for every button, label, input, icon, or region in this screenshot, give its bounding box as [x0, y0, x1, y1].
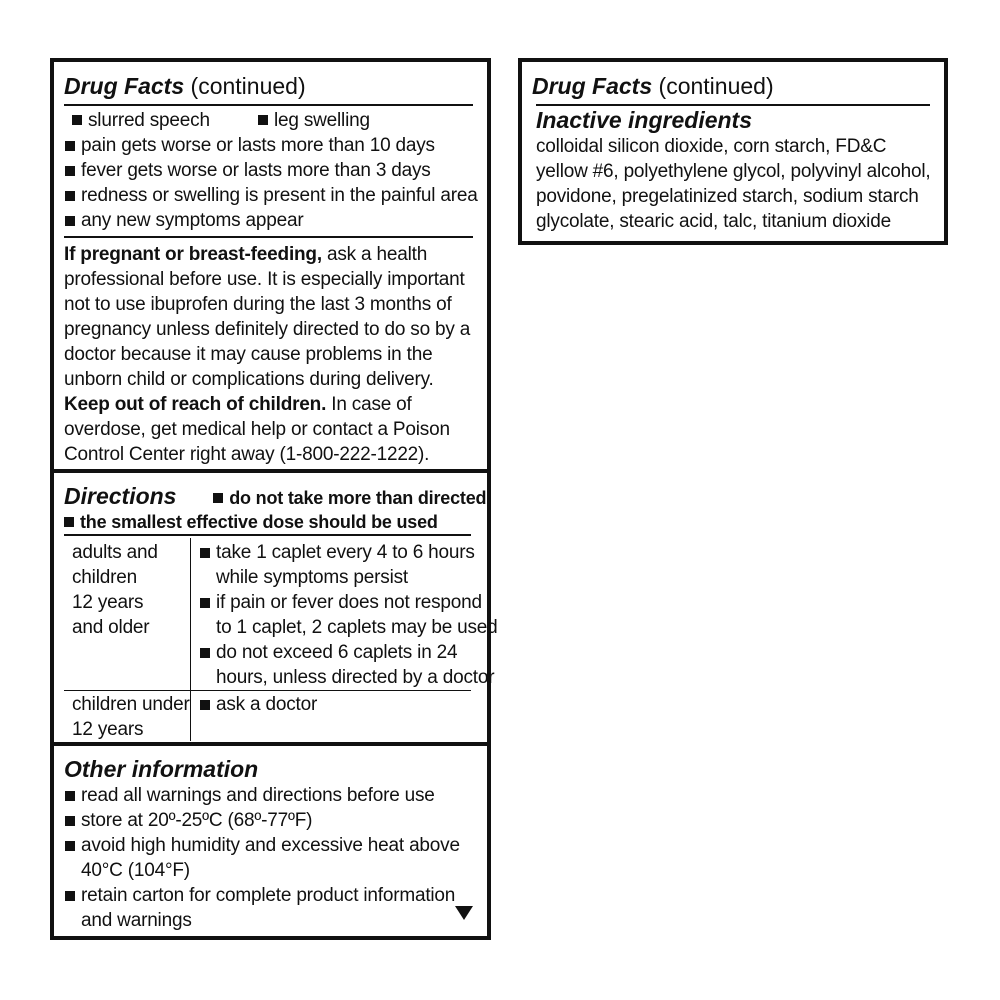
text-line: yellow #6, polyethylene glycol, polyvinyl alcohol, — [536, 161, 931, 182]
info-item: store at 20º-25ºC (68º-77ºF) — [64, 808, 477, 833]
pregnancy-warning — [64, 242, 477, 467]
text-line: colloidal silicon dioxide, corn starch, FD&C — [536, 136, 887, 157]
text-line: doctor because it may cause problems in the — [64, 344, 433, 365]
info-item: retain carton for complete product information — [64, 883, 477, 908]
warning-item: redness or swelling is present in the painful area — [64, 183, 477, 208]
instruction-item: take 1 caplet every 4 to 6 hours — [199, 540, 471, 565]
drug-facts-right-panel — [518, 58, 948, 245]
age-group-children — [72, 692, 190, 742]
inactive-ingredients-section — [536, 106, 934, 234]
text-line: to 1 caplet, 2 caplets may be used — [216, 617, 498, 638]
left-panel-header — [64, 72, 477, 100]
age-group-adults — [72, 540, 187, 640]
text-line: 40°C (104°F) — [81, 860, 190, 881]
text-line: while symptoms persist — [216, 567, 408, 588]
right-panel-header — [532, 72, 934, 100]
directions-title: Directions — [64, 483, 177, 509]
section-divider — [54, 469, 487, 473]
drug-facts-left-panel — [50, 58, 498, 940]
warning-item: any new symptoms appear — [64, 208, 477, 233]
warnings-list — [64, 108, 477, 233]
directions-section — [64, 482, 487, 535]
section-rule — [64, 236, 473, 238]
warning-item: pain gets worse or lasts more than 10 days — [64, 133, 477, 158]
warning-item: fever gets worse or lasts more than 3 days — [64, 158, 477, 183]
instruction-item: ask a doctor — [199, 692, 471, 717]
text-line: In case of — [331, 394, 412, 415]
text-line: and older — [72, 617, 150, 638]
continued-label: (continued) — [658, 73, 774, 99]
square-bullet-icon — [64, 517, 74, 527]
info-item: avoid high humidity and excessive heat above — [64, 833, 477, 858]
text-line: 12 years — [72, 719, 144, 740]
table-column-divider — [190, 538, 191, 741]
drug-facts-title: Drug Facts — [532, 73, 653, 99]
other-info-title: Other information — [64, 756, 259, 782]
text-line: ask a health — [327, 244, 428, 265]
info-item: read all warnings and directions before use — [64, 783, 477, 808]
directions-table — [64, 538, 498, 741]
instruction-item: do not exceed 6 caplets in 24 — [199, 640, 471, 665]
adult-instructions — [199, 540, 498, 690]
text-line: pregnancy unless definitely directed to do so by a — [64, 319, 471, 340]
header-rule — [64, 104, 473, 106]
text-line: adults and — [72, 542, 158, 563]
text-line: Control Center right away (1-800-222-1222). — [64, 444, 430, 465]
square-bullet-icon — [213, 493, 223, 503]
text-line: unborn child or complications during delivery. — [64, 369, 434, 390]
text-line: not to use ibuprofen during the last 3 months of — [64, 294, 452, 315]
text-line: children under — [72, 694, 190, 715]
direction-bullet: the smallest effective dose should be used — [80, 512, 438, 532]
pregnancy-heading: If pregnant or breast-feeding, — [64, 244, 322, 265]
warnings-row-1 — [64, 108, 477, 133]
instruction-item: if pain or fever does not respond — [199, 590, 471, 615]
text-line: povidone, pregelatinized starch, sodium starch — [536, 186, 919, 207]
text-line: professional before use. It is especially important — [64, 269, 465, 290]
text-line: hours, unless directed by a doctor — [216, 667, 495, 688]
text-line: 12 years — [72, 592, 144, 613]
triangle-down-icon — [455, 906, 473, 920]
section-divider — [54, 742, 487, 746]
continued-label: (continued) — [190, 73, 306, 99]
other-information-section — [64, 755, 477, 933]
drug-facts-title: Drug Facts — [64, 73, 185, 99]
keep-out-heading: Keep out of reach of children. — [64, 394, 327, 415]
square-bullet-icon — [72, 115, 82, 125]
text-line: overdose, get medical help or contact a Poison — [64, 419, 450, 440]
warning-item: leg swelling — [274, 110, 370, 131]
text-line: glycolate, stearic acid, talc, titanium dioxide — [536, 211, 891, 232]
warning-item: slurred speech — [88, 110, 210, 131]
children-instructions — [199, 692, 471, 717]
text-line: and warnings — [81, 910, 192, 931]
keep-out-warning — [64, 392, 477, 417]
direction-bullet: do not take more than directed — [229, 488, 487, 508]
square-bullet-icon — [258, 115, 268, 125]
directions-rule — [64, 534, 471, 536]
inactive-ingredients-title: Inactive ingredients — [536, 107, 753, 133]
table-row-divider — [64, 690, 471, 691]
text-line: children — [72, 567, 137, 588]
